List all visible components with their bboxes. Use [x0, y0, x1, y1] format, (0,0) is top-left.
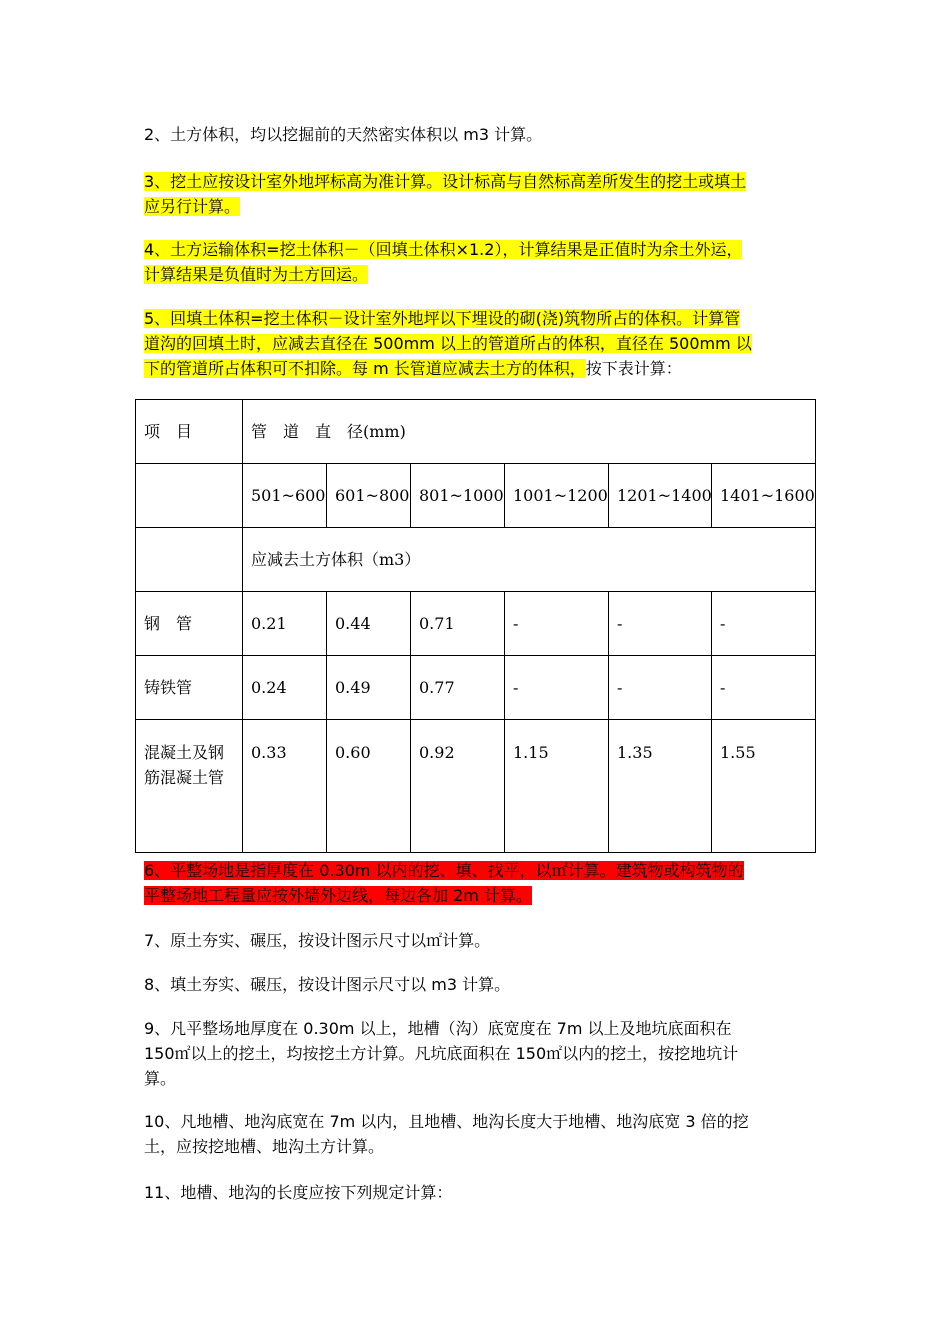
value-cell: 0.71 — [411, 592, 505, 656]
paragraph-5 — [144, 306, 814, 381]
paragraph-10-line-2: 土，应按挖地槽、地沟土方计算。 — [144, 1137, 385, 1156]
paragraph-10-line-1: 10、凡地槽、地沟底宽在 7m 以内，且地槽、地沟长度大于地槽、地沟底宽 3 倍的挖 — [144, 1112, 749, 1131]
paragraph-3 — [144, 169, 814, 219]
value-cell: 0.24 — [243, 656, 327, 720]
paragraph-9-line-1: 9、凡平整场地厚度在 0.30m 以上，地槽（沟）底宽度在 7m 以上及地坑底面积在 — [144, 1019, 732, 1038]
value-cell: 0.49 — [327, 656, 411, 720]
value-cell: - — [609, 592, 712, 656]
item-header-cell: 项 目 — [136, 400, 243, 464]
paragraph-11: 11、地槽、地沟的长度应按下列规定计算： — [144, 1183, 453, 1202]
paragraph-8: 8、填土夯实、碾压，按设计图示尺寸以 m3 计算。 — [144, 975, 511, 994]
value-cell: 1.15 — [505, 720, 609, 853]
volume-header-row — [136, 528, 816, 592]
paragraph-7: 7、原土夯实、碾压，按设计图示尺寸以㎡计算。 — [144, 931, 491, 950]
paragraph-5-line-2: 道沟的回填土时，应减去直径在 500mm 以上的管道所占的体积，直径在 500mm 以 — [144, 334, 752, 353]
paragraph-9-line-2: 150㎡以上的挖土，均按挖土方计算。凡坑底面积在 150㎡以内的挖土，按挖地坑计 — [144, 1044, 739, 1063]
paragraph-6-line-2: 平整场地工程量应按外墙外边线，每边各加 2m 计算。 — [144, 886, 532, 905]
paragraph-10 — [144, 1109, 814, 1159]
value-cell: 0.44 — [327, 592, 411, 656]
table-row — [136, 592, 816, 656]
diameter-cell: 1001~1200 — [505, 464, 609, 528]
row-label: 钢 管 — [136, 592, 243, 656]
diameter-header-cell: 管 道 直 径(mm) — [243, 400, 816, 464]
empty-cell — [136, 528, 243, 592]
row-label: 混凝土及钢筋混凝土管 — [136, 720, 243, 853]
table-row — [136, 656, 816, 720]
value-cell: 0.77 — [411, 656, 505, 720]
diameter-row — [136, 464, 816, 528]
value-cell: - — [712, 592, 816, 656]
table-row — [136, 720, 816, 853]
paragraph-9-line-3: 算。 — [144, 1069, 177, 1088]
paragraph-4 — [144, 237, 814, 287]
diameter-cell: 1201~1400 — [609, 464, 712, 528]
table-header-row — [136, 400, 816, 464]
pipe-volume-table — [135, 399, 816, 853]
diameter-cell: 601~800 — [327, 464, 411, 528]
paragraph-3-line-1: 3、挖土应按设计室外地坪标高为准计算。设计标高与自然标高差所发生的挖土或填土 — [144, 172, 747, 191]
value-cell: 0.21 — [243, 592, 327, 656]
row-label: 铸铁管 — [136, 656, 243, 720]
value-cell: - — [609, 656, 712, 720]
diameter-cell: 501~600 — [243, 464, 327, 528]
paragraph-4-line-2: 计算结果是负值时为土方回运。 — [144, 265, 369, 284]
diameter-cell: 1401~1600 — [712, 464, 816, 528]
paragraph-4-line-1: 4、土方运输体积=挖土体积－（回填土体积×1.2），计算结果是正值时为余土外运， — [144, 240, 743, 259]
paragraph-5-line-3b: 按下表计算： — [585, 359, 682, 378]
value-cell: - — [712, 656, 816, 720]
paragraph-5-line-1: 5、回填土体积=挖土体积－设计室外地坪以下埋设的砌(浇)筑物所占的体积。计算管 — [144, 309, 741, 328]
paragraph-3-line-2: 应另行计算。 — [144, 197, 241, 216]
value-cell: 1.55 — [712, 720, 816, 853]
paragraph-6-line-1: 6、平整场地是指厚度在 0.30m 以内的挖、填、找平，以㎡计算。建筑物或构筑物的 — [144, 861, 744, 880]
diameter-cell: 801~1000 — [411, 464, 505, 528]
paragraph-2: 2、土方体积，均以挖掘前的天然密实体积以 m3 计算。 — [144, 125, 543, 144]
paragraph-6 — [144, 858, 814, 908]
value-cell: - — [505, 656, 609, 720]
paragraph-5-line-3a: 下的管道所占体积可不扣除。每 m 长管道应减去土方的体积， — [144, 359, 586, 378]
value-cell: 0.33 — [243, 720, 327, 853]
value-cell: 0.60 — [327, 720, 411, 853]
empty-cell — [136, 464, 243, 528]
value-cell: 0.92 — [411, 720, 505, 853]
volume-header-cell: 应减去土方体积（m3） — [243, 528, 816, 592]
value-cell: - — [505, 592, 609, 656]
paragraph-9 — [144, 1016, 814, 1091]
value-cell: 1.35 — [609, 720, 712, 853]
